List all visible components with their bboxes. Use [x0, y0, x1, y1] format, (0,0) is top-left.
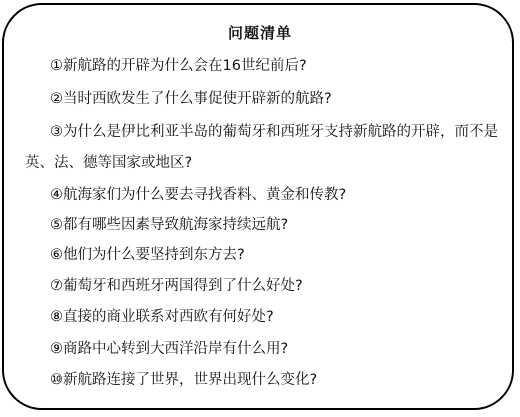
question-9: ⑨商路中心转到大西洋沿岸有什么用?: [50, 341, 289, 357]
question-8: ⑧直接的商业联系对西欧有何好处?: [50, 309, 274, 325]
question-4: ④航海家们为什么要去寻找香料、黄金和传教?: [50, 187, 347, 203]
question-7: ⑦葡萄牙和西班牙两国得到了什么好处?: [50, 278, 303, 294]
question-1: ①新航路的开辟为什么会在16世纪前后?: [50, 58, 307, 74]
question-6: ⑥他们为什么要坚持到东方去?: [50, 247, 245, 263]
question-2: ②当时西欧发生了什么事促使开辟新的航路?: [50, 91, 332, 107]
page-title: 问题清单: [227, 24, 292, 42]
question-3-continued: 英、法、德等国家或地区?: [25, 155, 193, 171]
question-3: ③为什么是伊比利亚半岛的葡萄牙和西班牙支持新航路的开辟，而不是: [50, 124, 498, 140]
question-10: ⑩新航路连接了世界，世界出现什么变化?: [50, 372, 318, 388]
question-5: ⑤都有哪些因素导致航海家持续远航?: [50, 217, 289, 233]
